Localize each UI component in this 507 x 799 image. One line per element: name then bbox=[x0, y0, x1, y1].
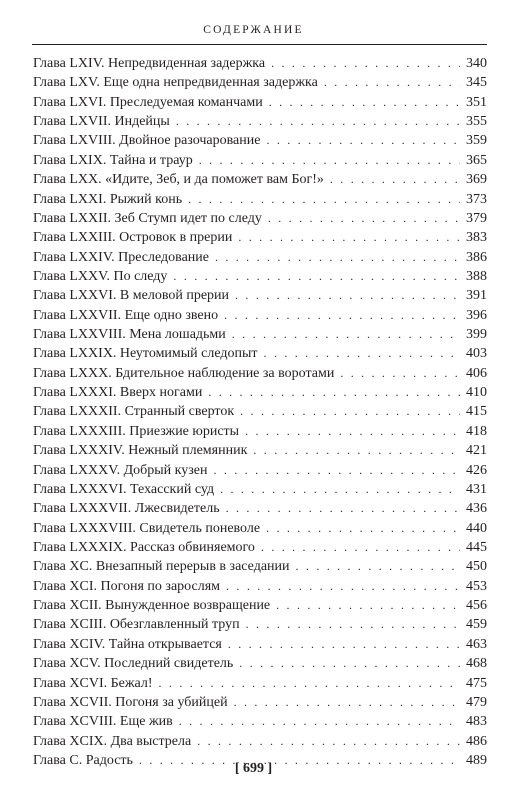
dot-leader bbox=[226, 499, 460, 518]
dot-leader bbox=[266, 131, 460, 150]
dot-leader bbox=[245, 422, 460, 441]
dot-leader bbox=[228, 635, 460, 654]
toc-entry bbox=[33, 248, 487, 267]
dot-leader bbox=[330, 170, 460, 189]
dot-leader bbox=[208, 383, 460, 402]
toc-entry bbox=[33, 306, 487, 325]
chapter-page-number: 486 bbox=[466, 733, 487, 749]
chapter-title: Глава LXIX. Тайна и траур bbox=[33, 152, 193, 168]
toc-entry bbox=[33, 131, 487, 150]
dot-leader bbox=[240, 402, 460, 421]
dot-leader bbox=[176, 112, 460, 131]
toc-entry bbox=[33, 286, 487, 305]
chapter-page-number: 436 bbox=[466, 501, 487, 517]
chapter-page-number: 418 bbox=[466, 423, 487, 439]
chapter-page-number: 383 bbox=[466, 230, 487, 246]
chapter-title: Глава LXXXVI. Техасский суд bbox=[33, 481, 215, 497]
dot-leader bbox=[232, 325, 460, 344]
toc-entry bbox=[33, 596, 487, 615]
chapter-page-number: 431 bbox=[466, 481, 487, 497]
chapter-page-number: 463 bbox=[466, 636, 487, 652]
toc-entry bbox=[33, 190, 487, 209]
chapter-title: Глава LXXV. По следу bbox=[33, 268, 168, 284]
chapter-page-number: 406 bbox=[466, 365, 487, 381]
dot-leader bbox=[268, 209, 460, 228]
toc-entry bbox=[33, 93, 487, 112]
chapter-page-number: 440 bbox=[466, 520, 487, 536]
toc-entry bbox=[33, 615, 487, 634]
chapter-title: Глава XC. Внезапный перерыв в заседании bbox=[33, 559, 290, 575]
dot-leader bbox=[264, 344, 460, 363]
dot-leader bbox=[199, 151, 460, 170]
chapter-page-number: 489 bbox=[466, 752, 487, 768]
chapter-page-number: 459 bbox=[466, 617, 487, 633]
chapter-title: Глава XCVI. Бежал! bbox=[33, 675, 153, 691]
chapter-title: Глава LXXI. Рыжий конь bbox=[33, 191, 183, 207]
toc-entry bbox=[33, 73, 487, 92]
chapter-title: Глава LXVI. Преследуемая команчами bbox=[33, 94, 263, 110]
chapter-title: Глава LXIV. Непредвиденная задержка bbox=[33, 56, 266, 71]
toc-entry bbox=[33, 364, 487, 383]
chapter-page-number: 426 bbox=[466, 462, 487, 478]
dot-leader bbox=[234, 693, 460, 712]
chapter-title: Глава LXXXII. Странный сверток bbox=[33, 404, 235, 420]
dot-leader bbox=[159, 674, 460, 693]
toc-entry bbox=[33, 674, 487, 693]
toc-entry bbox=[33, 693, 487, 712]
chapter-page-number: 396 bbox=[466, 307, 487, 323]
toc-entry bbox=[33, 54, 487, 73]
dot-leader bbox=[224, 306, 460, 325]
chapter-title: Глава XCIV. Тайна открывается bbox=[33, 636, 222, 652]
toc-entry bbox=[33, 441, 487, 460]
chapter-title: Глава C. Радость bbox=[33, 752, 133, 768]
chapter-page-number: 410 bbox=[466, 385, 487, 401]
dot-leader bbox=[235, 286, 460, 305]
chapter-title: Глава LXXXVIII. Свидетель поневоле bbox=[33, 520, 261, 536]
chapter-page-number: 373 bbox=[466, 191, 487, 207]
chapter-title: Глава XCV. Последний свидетель bbox=[33, 656, 234, 672]
chapter-title: Глава LXXXV. Добрый кузен bbox=[33, 462, 208, 478]
chapter-page-number: 468 bbox=[466, 656, 487, 672]
chapter-page-number: 345 bbox=[466, 75, 487, 91]
chapter-page-number: 340 bbox=[466, 56, 487, 71]
dot-leader bbox=[253, 441, 460, 460]
chapter-title: Глава LXXXI. Вверх ногами bbox=[33, 385, 203, 401]
dot-leader bbox=[239, 654, 460, 673]
chapter-title: Глава LXXXIX. Рассказ обвиняемого bbox=[33, 539, 255, 555]
chapter-page-number: 369 bbox=[466, 172, 487, 188]
dot-leader bbox=[246, 615, 460, 634]
toc-entry bbox=[33, 499, 487, 518]
dot-leader bbox=[324, 73, 460, 92]
dot-leader bbox=[296, 557, 460, 576]
chapter-title: Глава XCIII. Обезглавленный труп bbox=[33, 617, 240, 633]
dot-leader bbox=[179, 712, 460, 731]
dot-leader bbox=[261, 538, 460, 557]
chapter-title: Глава XCIX. Два выстрела bbox=[33, 733, 192, 749]
chapter-title: Глава LXXXIII. Приезжие юристы bbox=[33, 423, 240, 439]
chapter-page-number: 355 bbox=[466, 114, 487, 130]
chapter-title: Глава LXXIII. Островок в прерии bbox=[33, 230, 233, 246]
chapter-page-number: 391 bbox=[466, 288, 487, 304]
toc-entry bbox=[33, 538, 487, 557]
dot-leader bbox=[173, 267, 460, 286]
toc-entry bbox=[33, 170, 487, 189]
dot-leader bbox=[340, 364, 460, 383]
toc-entry bbox=[33, 209, 487, 228]
chapter-title: Глава LXXXVII. Лжесвидетель bbox=[33, 501, 220, 517]
chapter-page-number: 453 bbox=[466, 578, 487, 594]
chapter-title: Глава XCVIII. Еще жив bbox=[33, 714, 173, 730]
toc-entry bbox=[33, 422, 487, 441]
dot-leader bbox=[226, 577, 460, 596]
chapter-title: Глава XCI. Погоня по зарослям bbox=[33, 578, 221, 594]
chapter-page-number: 359 bbox=[466, 133, 487, 149]
page-header-title: СОДЕРЖАНИЕ bbox=[203, 24, 304, 36]
chapter-title: Глава LXXVIII. Мена лошадьми bbox=[33, 327, 226, 343]
chapter-title: Глава LXXIX. Неутомимый следопыт bbox=[33, 346, 258, 362]
toc-entry bbox=[33, 383, 487, 402]
chapter-page-number: 450 bbox=[466, 559, 487, 575]
chapter-title: Глава LXXIV. Преследование bbox=[33, 249, 209, 265]
toc-entry bbox=[33, 654, 487, 673]
header-divider bbox=[32, 44, 487, 45]
toc-entry bbox=[33, 635, 487, 654]
chapter-title: Глава LXXII. Зеб Стумп идет по следу bbox=[33, 210, 262, 226]
dot-leader bbox=[276, 596, 460, 615]
dot-leader bbox=[197, 732, 460, 751]
chapter-page-number: 388 bbox=[466, 268, 487, 284]
chapter-title: Глава LXVII. Индейцы bbox=[33, 114, 170, 130]
chapter-page-number: 386 bbox=[466, 249, 487, 265]
chapter-title: Глава LXV. Еще одна непредвиденная задержка bbox=[33, 75, 318, 91]
dot-leader bbox=[213, 461, 460, 480]
chapter-page-number: 365 bbox=[466, 152, 487, 168]
page-number: [ 699 ] bbox=[234, 761, 273, 776]
toc-entry bbox=[33, 557, 487, 576]
toc-entry bbox=[33, 228, 487, 247]
chapter-title: Глава LXX. «Идите, Зеб, и да поможет вам Бог!» bbox=[33, 172, 324, 188]
chapter-title: Глава LXXVII. Еще одно звено bbox=[33, 307, 219, 323]
chapter-title: Глава XCII. Вынужденное возвращение bbox=[33, 598, 271, 614]
chapter-page-number: 456 bbox=[466, 598, 487, 614]
toc-entry bbox=[33, 712, 487, 731]
chapter-title: Глава LXVIII. Двойное разочарование bbox=[33, 133, 261, 149]
chapter-title: Глава XCVII. Погоня за убийцей bbox=[33, 694, 228, 710]
toc-entry bbox=[33, 480, 487, 499]
toc-entry bbox=[33, 402, 487, 421]
chapter-title: Глава LXXX. Бдительное наблюдение за воротами bbox=[33, 365, 335, 381]
dot-leader bbox=[188, 190, 460, 209]
toc-entry bbox=[33, 325, 487, 344]
chapter-title: Глава LXXXIV. Нежный племянник bbox=[33, 443, 248, 459]
toc-entry bbox=[33, 732, 487, 751]
chapter-page-number: 379 bbox=[466, 210, 487, 226]
toc-entry bbox=[33, 112, 487, 131]
chapter-title: Глава LXXVI. В меловой прерии bbox=[33, 288, 230, 304]
dot-leader bbox=[220, 480, 460, 499]
chapter-page-number: 475 bbox=[466, 675, 487, 691]
chapter-page-number: 479 bbox=[466, 694, 487, 710]
table-of-contents bbox=[33, 54, 487, 770]
toc-entry bbox=[33, 519, 487, 538]
chapter-page-number: 421 bbox=[466, 443, 487, 459]
toc-entry bbox=[33, 344, 487, 363]
toc-entry bbox=[33, 461, 487, 480]
chapter-page-number: 415 bbox=[466, 404, 487, 420]
toc-entry bbox=[33, 267, 487, 286]
chapter-page-number: 351 bbox=[466, 94, 487, 110]
dot-leader bbox=[238, 228, 460, 247]
toc-entry bbox=[33, 577, 487, 596]
dot-leader bbox=[215, 248, 460, 267]
dot-leader bbox=[271, 54, 460, 73]
dot-leader bbox=[269, 93, 460, 112]
chapter-page-number: 445 bbox=[466, 539, 487, 555]
chapter-page-number: 483 bbox=[466, 714, 487, 730]
dot-leader bbox=[266, 519, 460, 538]
chapter-page-number: 399 bbox=[466, 327, 487, 343]
chapter-page-number: 403 bbox=[466, 346, 487, 362]
toc-entry bbox=[33, 151, 487, 170]
